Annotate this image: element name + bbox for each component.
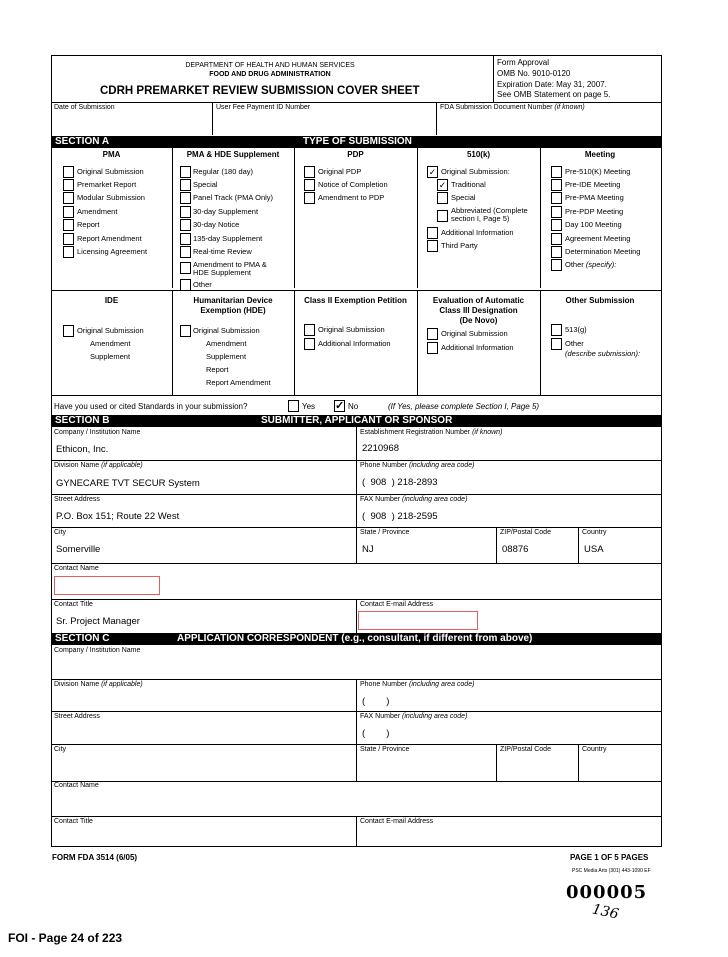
ide-amendment-label: Amendment [90,339,131,348]
pma-licensing-label: Licensing Agreement [77,247,148,256]
doc-num-text: FDA Submission Document Number [440,104,553,111]
pma-report-label: Report [77,220,100,229]
meeting-determination-label: Determination Meeting [565,247,641,256]
c-contact-label: Contact Name [54,782,99,789]
class2-additional-checkbox[interactable] [304,338,315,350]
supp-135day-checkbox[interactable] [180,233,191,245]
k510-abbreviated-label-2: section I, Page 5) [451,214,510,223]
supp-30notice-label: 30-day Notice [193,220,240,229]
meeting-pre510k-label: Pre-510(K) Meeting [565,167,631,176]
ide-original-label: Original Submission [77,326,144,335]
pma-report-amendment-checkbox[interactable] [63,233,74,245]
c-country-label: Country [582,746,607,753]
supp-amendment-checkbox[interactable] [180,262,191,274]
pma-original-label: Original Submission [77,167,144,176]
standards-question: Have you used or cited Standards in your submission? [54,402,248,411]
class2-additional-label: Additional Information [318,339,391,348]
k510-thirdparty-label: Third Party [441,241,478,250]
supp-special-label: Special [193,180,218,189]
section-c-title: APPLICATION CORRESPONDENT (e.g., consultant, if different from above) [177,633,533,644]
b-phone-note: (including area code) [409,462,475,469]
k510-original-label: Original Submission: [441,167,510,176]
rule [578,744,579,781]
b-fax-note: (including area code) [402,496,468,503]
c-division-note: (if applicable) [101,681,143,688]
supp-realtime-label: Real-time Review [193,247,252,256]
denovo-head-2: Class III Designation [439,306,518,315]
meeting-pre510k-checkbox[interactable] [551,166,562,178]
doc-num-label [440,104,585,111]
c-fax-paren-open: ( [362,728,366,739]
form-title: CDRH PREMARKET REVIEW SUBMISSION COVER SHEET [100,85,420,97]
c-company-label: Company / Institution Name [54,647,141,654]
page-count: PAGE 1 OF 5 PAGES [570,853,649,862]
b-fax-text: FAX Number [360,496,401,503]
rule [540,148,541,288]
supp-30notice-checkbox[interactable] [180,219,191,231]
rule [417,148,418,288]
supp-panel-checkbox[interactable] [180,192,191,204]
hde-original-label: Original Submission [193,326,260,335]
rule [496,744,497,781]
ide-original-checkbox[interactable] [63,325,74,337]
rule [51,494,661,495]
meeting-preide-checkbox[interactable] [551,179,562,191]
meeting-day100-checkbox[interactable] [551,219,562,231]
k510-original-checkbox[interactable]: ✓ [428,167,437,177]
rule [51,527,661,528]
section-c-label: SECTION C [55,633,110,644]
section-a-bar [51,136,661,148]
rule [51,460,661,461]
c-phone-note: (including area code) [409,681,475,688]
b-title-label: Contact Title [54,601,93,608]
b-est-text: Establishment Registration Number [360,429,471,436]
c-fax-text: FAX Number [360,713,401,720]
pdp-completion-label: Notice of Completion [318,180,388,189]
b-email-redacted[interactable] [358,611,478,630]
pma-report-amendment-label: Report Amendment [77,234,142,243]
hde-amendment-label: Amendment [206,339,247,348]
hde-supp-head: PMA & HDE Supplement [186,150,280,159]
meeting-head: Meeting [584,150,616,159]
psc-credit: PSC Media Arts (301) 443-1090 EF [572,868,651,874]
hde-report-amendment-label: Report Amendment [206,378,271,387]
rule [356,599,357,633]
date-label: Date of Submission [54,104,115,111]
rule [356,816,357,846]
class2-original-checkbox[interactable] [304,324,315,336]
other-513g-checkbox[interactable] [551,324,562,336]
b-phone-value[interactable]: ( 908 ) 218-2893 [362,477,438,488]
k510-head: 510(k) [466,150,491,159]
b-email-label: Contact E-mail Address [360,601,434,608]
k510-additional-checkbox[interactable] [427,227,438,239]
rule [51,563,661,564]
dept-name: DEPARTMENT OF HEALTH AND HUMAN SERVICES [185,62,355,69]
supp-30day-checkbox[interactable] [180,206,191,218]
supp-other-label: Other [193,280,212,289]
pdp-head: PDP [347,150,364,159]
c-city-label: City [54,746,67,753]
b-company-label: Company / Institution Name [54,429,141,436]
denovo-original-checkbox[interactable] [427,328,438,340]
b-zip-value[interactable]: 08876 [502,544,529,555]
supp-realtime-checkbox[interactable] [180,246,191,258]
pma-premarket-checkbox[interactable] [63,179,74,191]
pdp-original-label: Original PDP [318,167,362,176]
other-other-note: (describe submission): [565,349,641,358]
b-title-value[interactable]: Sr. Project Manager [56,616,140,627]
b-est-label [360,429,502,436]
supp-30day-label: 30-day Supplement [193,207,259,216]
rule [51,102,661,103]
pdp-amendment-checkbox[interactable] [304,192,315,204]
section-c-bar [51,633,661,645]
other-sub-head: Other Submission [565,296,635,305]
meeting-other-label [565,260,616,269]
class2-head: Class II Exemption Petition [304,296,407,305]
section-b-title: SUBMITTER, APPLICANT OR SPONSOR [261,415,453,426]
bates-stamp: 000005 [566,882,648,903]
b-division-note: (if applicable) [101,462,143,469]
c-phone-text: Phone Number [360,681,408,688]
meeting-other-checkbox[interactable] [551,259,562,271]
c-division-text: Division Name [54,681,100,688]
rule [436,102,437,135]
denovo-additional-checkbox[interactable] [427,342,438,354]
rule [51,781,661,782]
approval-line-4: See OMB Statement on page 5. [497,90,611,99]
b-zip-label: ZIP/Postal Code [500,529,551,536]
b-division-text: Division Name [54,462,100,469]
meeting-prepdp-label: Pre-PDP Meeting [565,207,624,216]
rule [51,290,661,291]
b-phone-label [360,462,474,469]
foi-page: FOI - Page 24 of 223 [8,931,123,945]
b-fax-label [360,496,467,503]
b-phone-area: 908 [370,477,387,488]
denovo-head-1: Evaluation of Automatic [432,296,525,305]
rule [51,744,661,745]
b-city-label: City [54,529,67,536]
meeting-day100-label: Day 100 Meeting [565,220,622,229]
pdp-original-checkbox[interactable] [304,166,315,178]
supp-amendment-label-2: HDE Supplement [193,268,251,277]
approval-line-2: OMB No. 9010-0120 [497,69,571,78]
pma-amendment-checkbox[interactable] [63,206,74,218]
rule [496,527,497,563]
b-state-value[interactable]: NJ [362,544,374,555]
meeting-other-note: (specify): [585,260,617,269]
pma-amendment-label: Amendment [77,207,118,216]
b-est-value[interactable]: 2210968 [362,443,399,454]
meeting-other-text: Other [565,260,584,269]
meeting-determination-checkbox[interactable] [551,246,562,258]
form-number: FORM FDA 3514 (6/05) [52,853,138,862]
approval-line-3: Expiration Date: May 31, 2007. [497,80,607,89]
c-phone-paren-open: ( [362,696,366,707]
rule [212,102,213,135]
k510-traditional-label: Traditional [451,180,486,189]
approval-line-1: Form Approval [497,58,550,67]
supp-special-checkbox[interactable] [180,179,191,191]
standards-yes-checkbox[interactable] [288,400,299,412]
b-division-value[interactable]: GYNECARE TVT SECUR System [56,478,200,489]
handwritten-number: 136 [590,901,621,923]
rule [294,148,295,288]
section-b-label: SECTION B [55,415,110,426]
k510-thirdparty-checkbox[interactable] [427,240,438,252]
rule [540,290,541,395]
hde-head-1: Humanitarian Device [193,296,273,305]
meeting-preide-label: Pre-IDE Meeting [565,180,621,189]
denovo-original-label: Original Submission [441,329,508,338]
k510-special-label: Special [451,193,476,202]
ide-supplement-label: Supplement [90,352,131,361]
k510-abbreviated-label-1: Abbreviated (Complete [451,206,528,215]
c-phone-paren-close: ) [386,696,390,707]
supp-135day-label: 135-day Supplement [193,234,263,243]
pma-report-checkbox[interactable] [63,219,74,231]
b-street-value[interactable]: P.O. Box 151; Route 22 West [56,511,180,522]
hde-original-checkbox[interactable] [180,325,191,337]
section-a-title: TYPE OF SUBMISSION [303,136,412,147]
pdp-completion-checkbox[interactable] [304,179,315,191]
other-513g-label: 513(g) [565,325,587,334]
c-zip-label: ZIP/Postal Code [500,746,551,753]
doc-num-note: (if known) [554,104,585,111]
fee-label: User Fee Payment ID Number [216,104,311,111]
standards-yes-label: Yes [302,402,316,411]
header-divider [493,55,494,102]
b-phone-text: Phone Number [360,462,408,469]
denovo-additional-label: Additional Information [441,343,514,352]
pma-premarket-label: Premarket Report [77,180,137,189]
c-state-label: State / Province [360,746,410,753]
rule [356,679,357,781]
b-country-label: Country [582,529,607,536]
b-state-label: State / Province [360,529,410,536]
supp-regular-label: Regular (180 day) [193,167,254,176]
k510-additional-label: Additional Information [441,228,514,237]
meeting-agreement-label: Agreement Meeting [565,234,631,243]
supp-regular-checkbox[interactable] [180,166,191,178]
c-fax-value[interactable] [362,728,389,739]
section-b-bar [51,415,661,427]
c-phone-label [360,681,474,688]
pma-modular-checkbox[interactable] [63,192,74,204]
b-contact-redacted[interactable] [54,576,160,595]
supp-amendment-label-1: Amendment to PMA & [193,260,267,269]
hde-report-label: Report [206,365,229,374]
pdp-amendment-label: Amendment to PDP [318,193,385,202]
b-company-value[interactable]: Ethicon, Inc. [56,444,109,455]
standards-note: (If Yes, please complete Section I, Page 5) [388,402,540,411]
c-fax-paren-close: ) [386,728,390,739]
rule [356,427,357,563]
b-country-value[interactable]: USA [584,544,604,555]
b-street-label: Street Address [54,496,100,503]
b-contact-label: Contact Name [54,565,99,572]
standards-no-checkbox[interactable]: ✓ [335,400,345,412]
c-division-label [54,681,143,688]
pma-head: PMA [102,150,121,159]
meeting-prepdp-checkbox[interactable] [551,206,562,218]
b-division-label [54,462,143,469]
class2-original-label: Original Submission [318,325,385,334]
b-fax-value[interactable]: ( 908 ) 218-2595 [362,511,438,522]
other-other-label: Other [565,339,584,348]
rule [578,527,579,563]
k510-traditional-checkbox[interactable]: ✓ [438,180,447,190]
c-phone-value[interactable] [362,696,389,707]
c-fax-label [360,713,467,720]
rule [172,148,173,288]
supp-panel-label: Panel Track (PMA Only) [193,193,274,202]
meeting-prepma-label: Pre-PMA Meeting [565,193,624,202]
b-est-note: (if known) [472,429,503,436]
standards-no-label: No [348,402,359,411]
ide-head: IDE [104,296,119,305]
b-fax-number: 218-2595 [397,511,438,522]
rule [51,395,661,396]
hde-supplement-label: Supplement [206,352,247,361]
hde-head-2: Exemption (HDE) [200,306,266,315]
c-fax-note: (including area code) [402,713,468,720]
denovo-head-3: (De Novo) [459,316,498,325]
c-title-label: Contact Title [54,818,93,825]
b-fax-area: 908 [370,511,387,522]
b-city-value[interactable]: Somerville [56,544,101,555]
meeting-agreement-checkbox[interactable] [551,233,562,245]
pma-licensing-checkbox[interactable] [63,246,74,258]
meeting-prepma-checkbox[interactable] [551,192,562,204]
b-phone-number: 218-2893 [397,477,438,488]
c-street-label: Street Address [54,713,100,720]
section-a-label: SECTION A [55,136,110,147]
k510-abbreviated-checkbox[interactable] [437,210,448,222]
other-other-checkbox[interactable] [551,338,562,350]
c-email-label: Contact E-mail Address [360,818,434,825]
rule [51,711,661,712]
supp-other-checkbox[interactable] [180,279,191,291]
pma-modular-label: Modular Submission [77,193,145,202]
agency-name: FOOD AND DRUG ADMINISTRATION [209,71,331,78]
rule [294,290,295,395]
k510-special-checkbox[interactable] [437,192,448,204]
pma-original-checkbox[interactable] [63,166,74,178]
